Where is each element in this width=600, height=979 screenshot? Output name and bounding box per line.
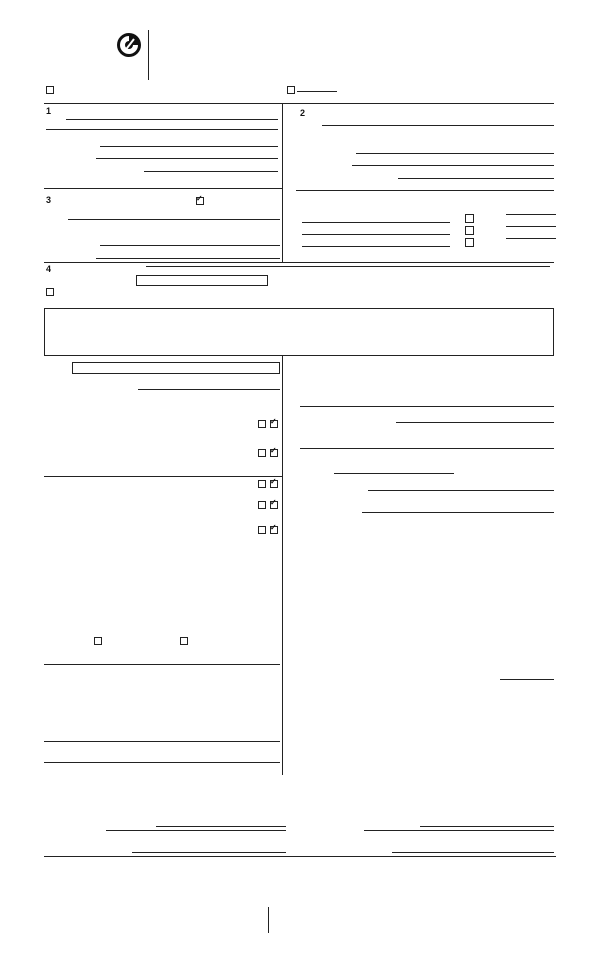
- exemption-yes-no[interactable]: [258, 420, 280, 428]
- assessed-value-2[interactable]: [506, 226, 556, 227]
- assessed-value-3[interactable]: [506, 238, 556, 239]
- land-use-code-select[interactable]: [72, 362, 280, 374]
- current-use-yes-no[interactable]: [258, 501, 280, 509]
- seller-address-field[interactable]: [100, 146, 278, 147]
- seller-city-field[interactable]: [96, 158, 278, 159]
- personal-property-check-1[interactable]: [465, 214, 476, 223]
- grantee-name-field[interactable]: [364, 830, 554, 831]
- local-tax-value[interactable]: [500, 679, 554, 680]
- dor-logo-icon: [116, 32, 142, 60]
- section-3-row: 3: [46, 195, 52, 205]
- assessed-value-1[interactable]: [506, 214, 556, 215]
- seller-name-field-2[interactable]: [46, 129, 278, 130]
- wac-field[interactable]: [396, 422, 554, 423]
- personal-property-check-2[interactable]: [465, 226, 476, 235]
- multi-location-check[interactable]: [46, 86, 56, 94]
- same-as-buyer-check[interactable]: [196, 197, 206, 205]
- seller-name-field[interactable]: [66, 119, 278, 120]
- seller-phone-field[interactable]: [144, 171, 278, 172]
- timber-yes-no[interactable]: [258, 449, 280, 457]
- forest-yes-no[interactable]: [258, 480, 280, 488]
- historic-yes-no[interactable]: [258, 526, 280, 534]
- street-address-row: 4: [46, 264, 52, 274]
- personal-property-check-3[interactable]: [465, 238, 476, 247]
- partial-sale-check[interactable]: [287, 86, 337, 94]
- doc-type-field[interactable]: [368, 490, 554, 491]
- buyer-phone-field[interactable]: [398, 178, 554, 179]
- buyer-city-field[interactable]: [352, 165, 554, 166]
- does-not-check[interactable]: [180, 637, 190, 645]
- street-address-field[interactable]: [146, 266, 550, 267]
- section-2-number: 2: [300, 108, 306, 118]
- does-check[interactable]: [94, 637, 104, 645]
- buyer-address-field[interactable]: [356, 153, 554, 154]
- reason-field[interactable]: [300, 448, 554, 449]
- segregated-check[interactable]: [46, 288, 56, 296]
- legal-description-box[interactable]: [44, 308, 554, 356]
- buyer-name-field[interactable]: [322, 125, 554, 126]
- section-1-number: 1: [46, 106, 52, 116]
- grantor-name-field[interactable]: [106, 830, 286, 831]
- county-select[interactable]: [136, 275, 268, 286]
